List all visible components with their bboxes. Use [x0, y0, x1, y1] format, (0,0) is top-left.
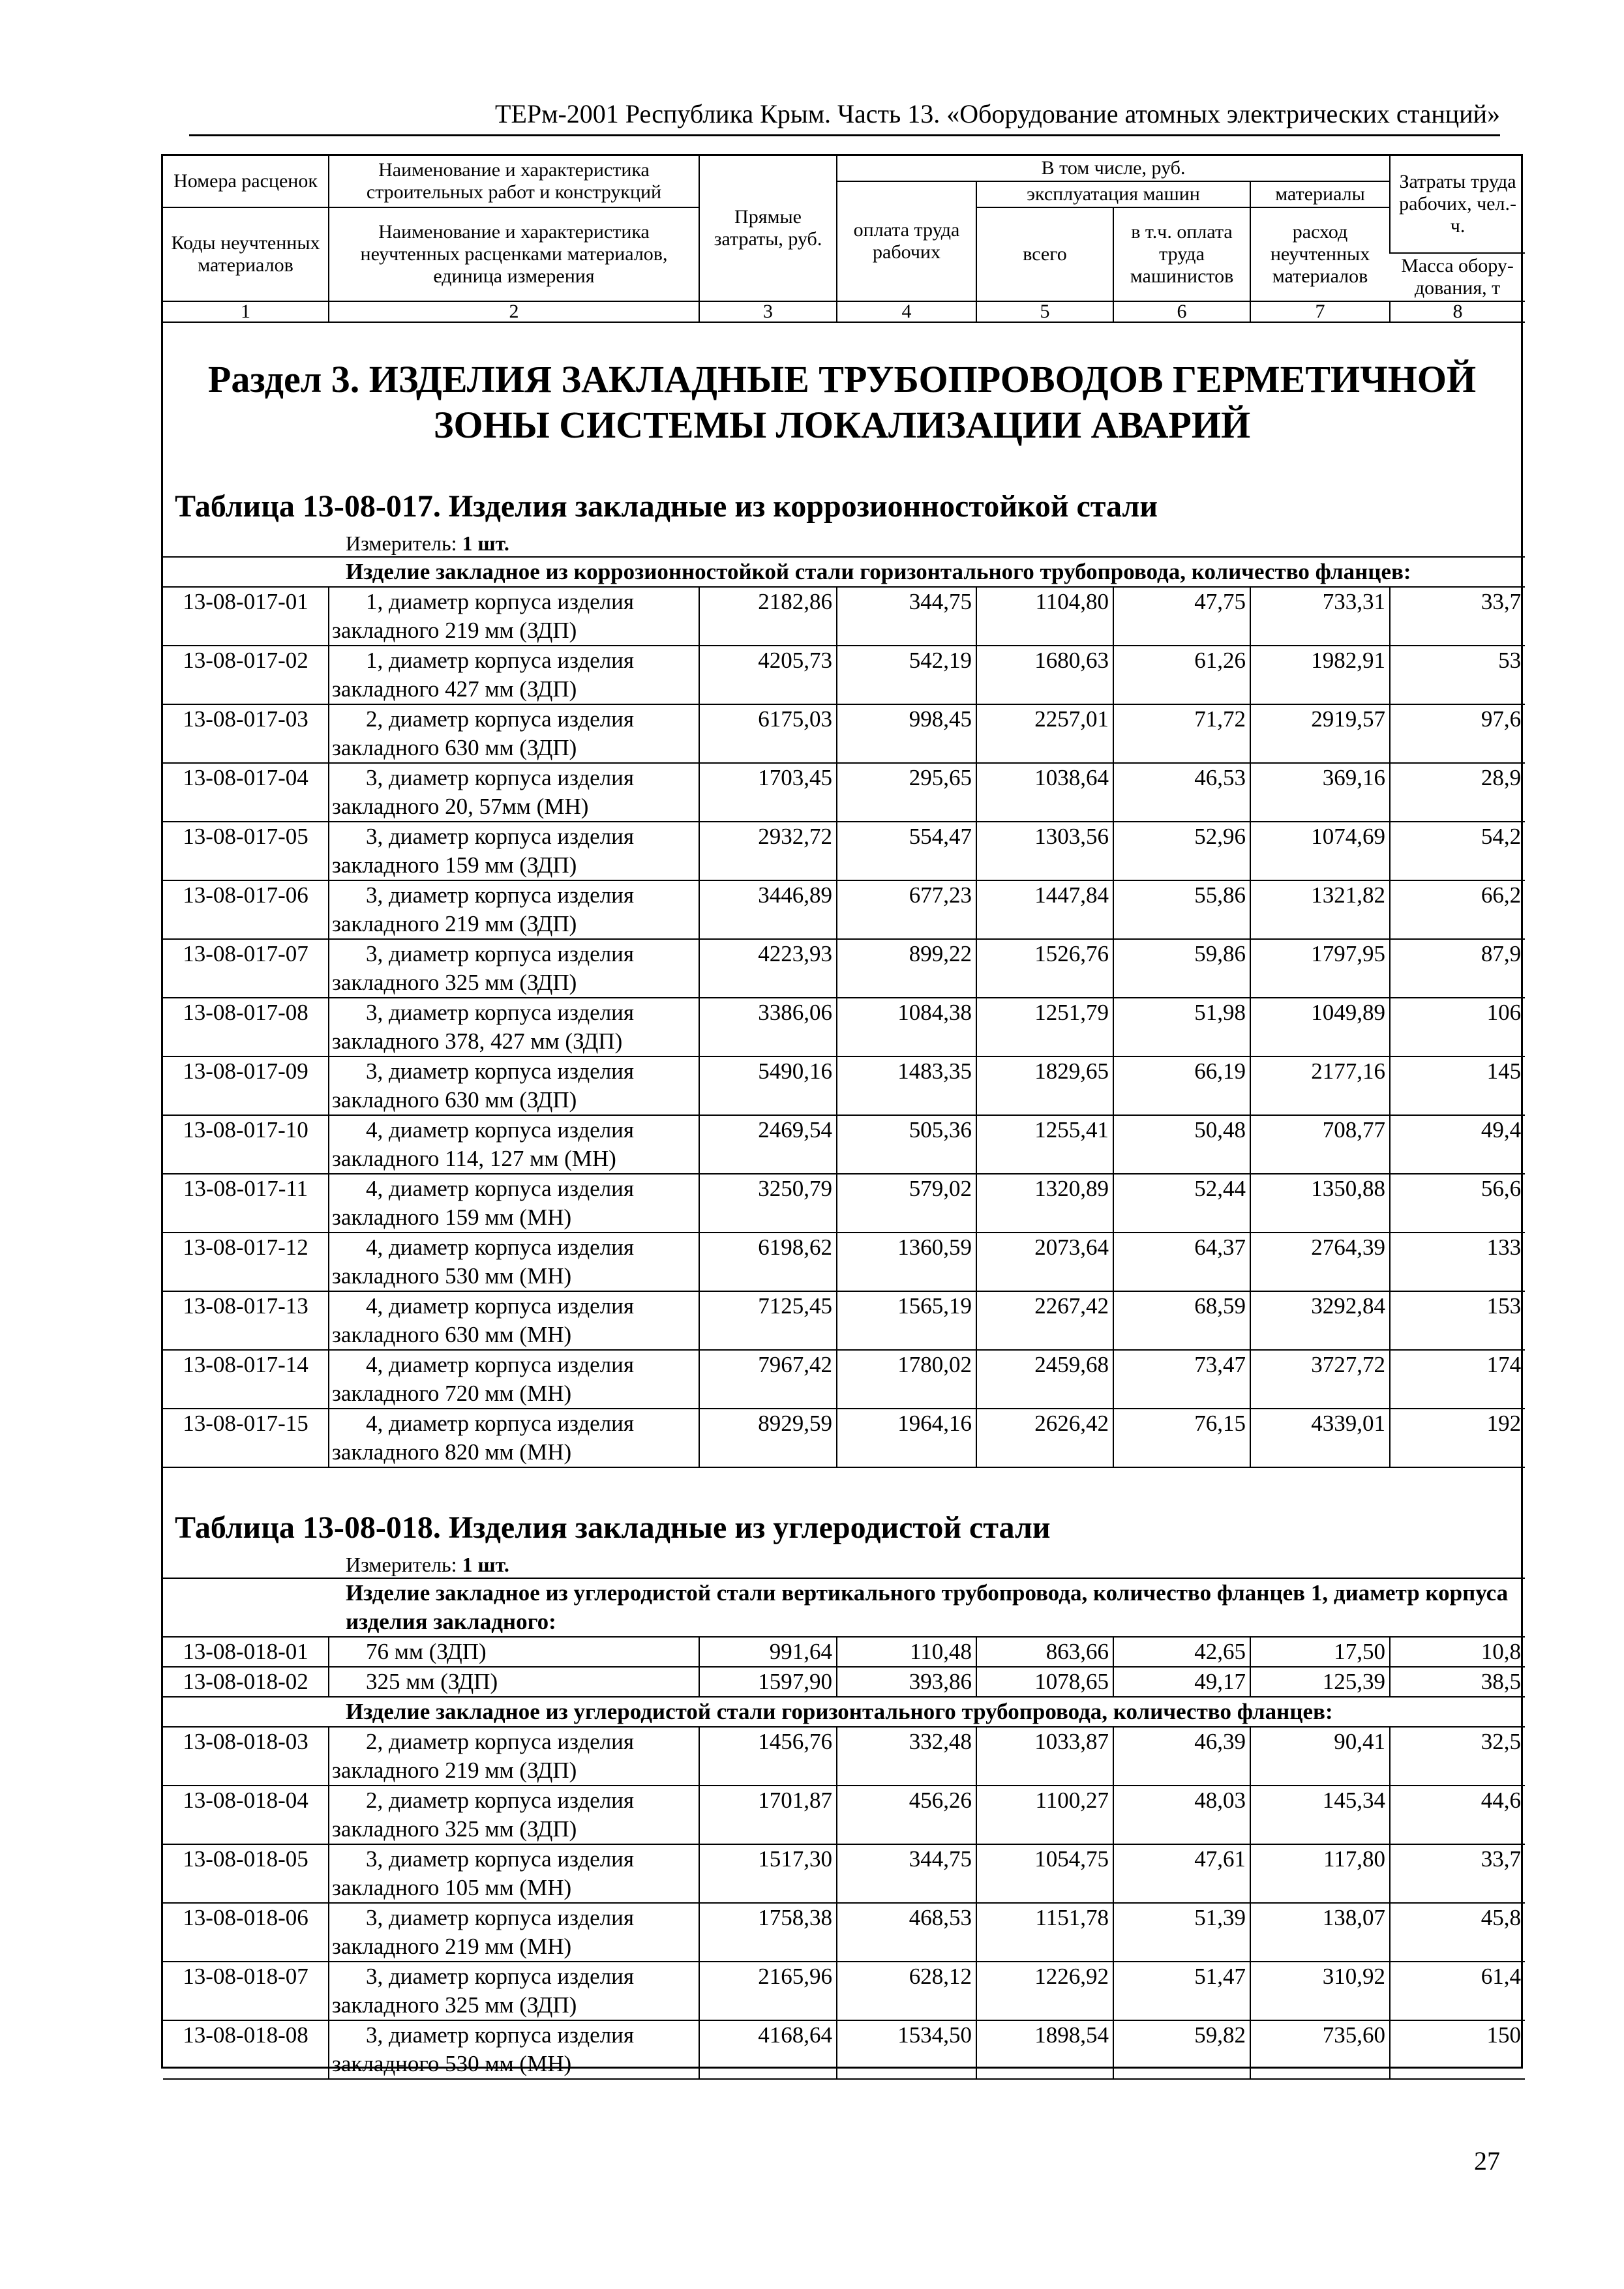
worker-pay-cell: 332,48: [837, 1727, 976, 1786]
description-line-1: 3, диаметр корпуса изделия: [366, 1058, 634, 1084]
column-number-cell: 3: [699, 301, 837, 322]
description-line-1: 3, диаметр корпуса изделия: [366, 941, 634, 966]
unit-line: [346, 530, 1521, 556]
description-line-1: 3, диаметр корпуса изделия: [366, 824, 634, 849]
operator-pay-cell: 68,59: [1113, 1291, 1250, 1350]
table-row: [163, 1115, 1525, 1174]
labor-costs-cell: 10,8: [1390, 1637, 1525, 1667]
operator-pay-cell: 51,39: [1113, 1903, 1250, 1962]
materials-cell: 3727,72: [1250, 1350, 1390, 1409]
rate-code: 13-08-017-06: [163, 880, 329, 939]
description-line-2: закладного 530 мм (МН): [332, 1263, 572, 1289]
labor-costs-cell: 97,6: [1390, 704, 1525, 763]
materials-cell: 369,16: [1250, 763, 1390, 822]
direct-costs-cell: 4223,93: [699, 939, 837, 998]
machines-total-cell: 863,66: [976, 1637, 1113, 1667]
direct-costs-cell: 6175,03: [699, 704, 837, 763]
worker-pay-cell: 554,47: [837, 822, 976, 880]
operator-pay-cell: 47,61: [1113, 1844, 1250, 1903]
operator-pay-cell: 55,86: [1113, 880, 1250, 939]
rate-description: [329, 1637, 699, 1667]
description-line-2: закладного 105 мм (МН): [332, 1875, 572, 1900]
table-row: [163, 998, 1525, 1056]
table-row: [163, 1903, 1525, 1962]
rate-description: [329, 2020, 699, 2079]
table-row: [163, 939, 1525, 998]
table-caption: Таблица 13-08-018. Изделия закладные из углеродистой стали: [175, 1510, 1051, 1545]
rate-code: 13-08-017-02: [163, 646, 329, 704]
operator-pay-cell: 51,47: [1113, 1962, 1250, 2020]
labor-costs-cell: 133: [1390, 1233, 1525, 1291]
table-row: [163, 1056, 1525, 1115]
rate-description: [329, 1056, 699, 1115]
machines-total-cell: 2267,42: [976, 1291, 1113, 1350]
unit-label: Измеритель:: [346, 531, 457, 555]
operator-pay-cell: 47,75: [1113, 587, 1250, 646]
operator-pay-cell: 48,03: [1113, 1786, 1250, 1844]
materials-cell: 3292,84: [1250, 1291, 1390, 1350]
description-line-1: 3, диаметр корпуса изделия: [366, 765, 634, 790]
labor-costs-cell: 150: [1390, 2020, 1525, 2079]
operator-pay-cell: 42,65: [1113, 1637, 1250, 1667]
description-line-2: закладного 820 мм (МН): [332, 1439, 572, 1465]
rate-description: [329, 1903, 699, 1962]
table-row: [163, 1350, 1525, 1409]
description-line-2: закладного 219 мм (МН): [332, 1934, 572, 1959]
column-number-cell: 6: [1113, 301, 1250, 322]
operator-pay-cell: 52,96: [1113, 822, 1250, 880]
worker-pay-cell: 579,02: [837, 1174, 976, 1233]
worker-pay-cell: 1483,35: [837, 1056, 976, 1115]
description-line-1: 76 мм (ЗДП): [366, 1639, 487, 1664]
labor-costs-cell: 106: [1390, 998, 1525, 1056]
rate-description: [329, 1350, 699, 1409]
table-row: [163, 1786, 1525, 1844]
rate-code: 13-08-018-08: [163, 2020, 329, 2079]
table-row: [163, 880, 1525, 939]
table-row: [163, 1409, 1525, 1467]
machines-total-cell: 1447,84: [976, 880, 1113, 939]
machines-total-cell: 1898,54: [976, 2020, 1113, 2079]
description-line-1: 1, диаметр корпуса изделия: [366, 648, 634, 673]
header-machines-total: всего: [976, 207, 1113, 301]
labor-costs-cell: 44,6: [1390, 1786, 1525, 1844]
materials-cell: 138,07: [1250, 1903, 1390, 1962]
group-row: [163, 1697, 1525, 1727]
machines-total-cell: 1680,63: [976, 646, 1113, 704]
unit-label: Измеритель:: [346, 1553, 457, 1576]
labor-costs-cell: 54,2: [1390, 822, 1525, 880]
group-title: Изделие закладное из коррозионностойкой стали горизонтального трубопровода, количество фланцев:: [163, 557, 1525, 587]
rate-description: [329, 1174, 699, 1233]
tables-container: [163, 487, 1521, 2080]
materials-cell: 1074,69: [1250, 822, 1390, 880]
running-header: ТЕРм-2001 Республика Крым. Часть 13. «Оборудование атомных электрических станций»: [495, 99, 1500, 128]
rate-code: 13-08-017-05: [163, 822, 329, 880]
table-row: [163, 822, 1525, 880]
header-materials: материалы: [1250, 181, 1390, 207]
materials-cell: 310,92: [1250, 1962, 1390, 2020]
description-line-1: 3, диаметр корпуса изделия: [366, 1000, 634, 1025]
direct-costs-cell: 4168,64: [699, 2020, 837, 2079]
machines-total-cell: 1104,80: [976, 587, 1113, 646]
rates-table: [163, 556, 1525, 1468]
rate-code: 13-08-018-07: [163, 1962, 329, 2020]
worker-pay-cell: 677,23: [837, 880, 976, 939]
header-machine-operation: эксплуатация машин: [976, 181, 1250, 207]
machines-total-cell: 1100,27: [976, 1786, 1113, 1844]
materials-cell: 117,80: [1250, 1844, 1390, 1903]
materials-cell: 1797,95: [1250, 939, 1390, 998]
table-row: [163, 1291, 1525, 1350]
table-row: [163, 1233, 1525, 1291]
worker-pay-cell: 1780,02: [837, 1350, 976, 1409]
description-line-2: закладного 159 мм (МН): [332, 1204, 572, 1230]
page-number: 27: [1474, 2146, 1500, 2176]
operator-pay-cell: 59,86: [1113, 939, 1250, 998]
direct-costs-cell: 4205,73: [699, 646, 837, 704]
description-line-2: закладного 219 мм (ЗДП): [332, 1758, 577, 1783]
operator-pay-cell: 46,53: [1113, 763, 1250, 822]
description-line-1: 4, диаметр корпуса изделия: [366, 1234, 634, 1260]
table-row: [163, 704, 1525, 763]
description-line-1: 3, диаметр корпуса изделия: [366, 1964, 634, 1989]
header-material-name: Наименование и характеристика неучтенных расценками материалов, единица измерения: [329, 207, 699, 301]
group-row: [163, 1578, 1525, 1637]
rate-description: [329, 1409, 699, 1467]
worker-pay-cell: 505,36: [837, 1115, 976, 1174]
worker-pay-cell: 456,26: [837, 1786, 976, 1844]
rate-description: [329, 1786, 699, 1844]
worker-pay-cell: 899,22: [837, 939, 976, 998]
operator-pay-cell: 76,15: [1113, 1409, 1250, 1467]
rate-code: 13-08-017-09: [163, 1056, 329, 1115]
worker-pay-cell: 110,48: [837, 1637, 976, 1667]
section-title: Раздел 3. ИЗДЕЛИЯ ЗАКЛАДНЫЕ ТРУБОПРОВОДОВ ГЕРМЕТИЧНОЙ ЗОНЫ СИСТЕМЫ ЛОКАЛИЗАЦИИ АВАРИЙ: [207, 358, 1477, 446]
worker-pay-cell: 344,75: [837, 587, 976, 646]
direct-costs-cell: 5490,16: [699, 1056, 837, 1115]
header-material-codes: Коды неучтенных материалов: [163, 207, 329, 301]
direct-costs-cell: 3250,79: [699, 1174, 837, 1233]
description-line-2: закладного 219 мм (ЗДП): [332, 618, 577, 643]
rate-description: [329, 763, 699, 822]
rate-description: [329, 704, 699, 763]
description-line-2: закладного 720 мм (МН): [332, 1381, 572, 1406]
labor-costs-cell: 33,7: [1390, 1844, 1525, 1903]
header-work-name: Наименование и характеристика строительных работ и конструкций: [329, 156, 699, 207]
direct-costs-cell: 1701,87: [699, 1786, 837, 1844]
table-row: [163, 646, 1525, 704]
operator-pay-cell: 61,26: [1113, 646, 1250, 704]
column-header-table: [163, 156, 1525, 323]
description-line-1: 2, диаметр корпуса изделия: [366, 706, 634, 732]
rate-code: 13-08-017-07: [163, 939, 329, 998]
direct-costs-cell: 3446,89: [699, 880, 837, 939]
description-line-1: 3, диаметр корпуса изделия: [366, 2022, 634, 2048]
worker-pay-cell: 295,65: [837, 763, 976, 822]
column-number-cell: 7: [1250, 301, 1390, 322]
direct-costs-cell: 2165,96: [699, 1962, 837, 2020]
table-row: [163, 1667, 1525, 1697]
operator-pay-cell: 46,39: [1113, 1727, 1250, 1786]
unit-value: 1 шт.: [462, 1553, 509, 1576]
description-line-1: 2, диаметр корпуса изделия: [366, 1788, 634, 1813]
materials-cell: 17,50: [1250, 1637, 1390, 1667]
materials-cell: 735,60: [1250, 2020, 1390, 2079]
labor-costs-cell: 153: [1390, 1291, 1525, 1350]
table-row: [163, 1962, 1525, 2020]
machines-total-cell: 1038,64: [976, 763, 1113, 822]
machines-total-cell: 1255,41: [976, 1115, 1113, 1174]
rate-code: 13-08-017-10: [163, 1115, 329, 1174]
header-rate-numbers: Номера расценок: [163, 156, 329, 207]
description-line-2: закладного 159 мм (ЗДП): [332, 852, 577, 878]
rate-description: [329, 998, 699, 1056]
column-number-cell: 2: [329, 301, 699, 322]
header-equipment-mass: Масса обору-дования, т: [1390, 253, 1525, 301]
description-line-2: закладного 325 мм (ЗДП): [332, 970, 577, 995]
worker-pay-cell: 344,75: [837, 1844, 976, 1903]
description-line-2: закладного 427 мм (ЗДП): [332, 676, 577, 702]
description-line-1: 4, диаметр корпуса изделия: [366, 1176, 634, 1201]
header-direct-costs: Прямые затраты, руб.: [699, 156, 837, 301]
worker-pay-cell: 1084,38: [837, 998, 976, 1056]
rate-description: [329, 1727, 699, 1786]
labor-costs-cell: 38,5: [1390, 1667, 1525, 1697]
direct-costs-cell: 1597,90: [699, 1667, 837, 1697]
machines-total-cell: 1151,78: [976, 1903, 1113, 1962]
rate-description: [329, 1291, 699, 1350]
direct-costs-cell: 1456,76: [699, 1727, 837, 1786]
rate-code: 13-08-018-06: [163, 1903, 329, 1962]
rate-code: 13-08-017-12: [163, 1233, 329, 1291]
description-line-2: закладного 530 мм (МН): [332, 2051, 572, 2076]
description-line-2: закладного 325 мм (ЗДП): [332, 1816, 577, 1842]
column-number-cell: 1: [163, 301, 329, 322]
rate-description: [329, 1962, 699, 2020]
description-line-1: 3, диаметр корпуса изделия: [366, 1905, 634, 1930]
unit-line: [346, 1551, 1521, 1578]
table-row: [163, 587, 1525, 646]
description-line-2: закладного 378, 427 мм (ЗДП): [332, 1028, 623, 1054]
rate-code: 13-08-017-08: [163, 998, 329, 1056]
direct-costs-cell: 8929,59: [699, 1409, 837, 1467]
rate-code: 13-08-018-05: [163, 1844, 329, 1903]
materials-cell: 145,34: [1250, 1786, 1390, 1844]
rate-code: 13-08-017-11: [163, 1174, 329, 1233]
worker-pay-cell: 542,19: [837, 646, 976, 704]
direct-costs-cell: 2469,54: [699, 1115, 837, 1174]
worker-pay-cell: 1534,50: [837, 2020, 976, 2079]
labor-costs-cell: 53: [1390, 646, 1525, 704]
description-line-1: 4, диаметр корпуса изделия: [366, 1352, 634, 1377]
description-line-2: закладного 325 мм (ЗДП): [332, 1992, 577, 2018]
operator-pay-cell: 73,47: [1113, 1350, 1250, 1409]
worker-pay-cell: 1565,19: [837, 1291, 976, 1350]
machines-total-cell: 2459,68: [976, 1350, 1113, 1409]
rate-code: 13-08-018-02: [163, 1667, 329, 1697]
machines-total-cell: 1054,75: [976, 1844, 1113, 1903]
description-line-1: 3, диаметр корпуса изделия: [366, 1846, 634, 1872]
description-line-1: 325 мм (ЗДП): [366, 1669, 498, 1694]
unit-value: 1 шт.: [462, 531, 509, 555]
rate-description: [329, 1667, 699, 1697]
rate-code: 13-08-017-13: [163, 1291, 329, 1350]
materials-cell: 2764,39: [1250, 1233, 1390, 1291]
machines-total-cell: 1526,76: [976, 939, 1113, 998]
operator-pay-cell: 59,82: [1113, 2020, 1250, 2079]
rate-code: 13-08-017-14: [163, 1350, 329, 1409]
machines-total-cell: 2626,42: [976, 1409, 1113, 1467]
rate-code: 13-08-018-04: [163, 1786, 329, 1844]
description-line-1: 4, диаметр корпуса изделия: [366, 1411, 634, 1436]
group-row: [163, 557, 1525, 587]
rate-description: [329, 1115, 699, 1174]
header-operator-pay: в т.ч. оплата труда машинистов: [1113, 207, 1250, 301]
rate-description: [329, 1233, 699, 1291]
labor-costs-cell: 32,5: [1390, 1727, 1525, 1786]
header-rule: [189, 134, 1500, 136]
machines-total-cell: 1078,65: [976, 1667, 1113, 1697]
machines-total-cell: 1226,92: [976, 1962, 1113, 2020]
labor-costs-cell: 56,6: [1390, 1174, 1525, 1233]
table-row: [163, 763, 1525, 822]
operator-pay-cell: 51,98: [1113, 998, 1250, 1056]
description-line-1: 3, диаметр корпуса изделия: [366, 882, 634, 908]
labor-costs-cell: 66,2: [1390, 880, 1525, 939]
direct-costs-cell: 6198,62: [699, 1233, 837, 1291]
materials-cell: 2919,57: [1250, 704, 1390, 763]
rate-code: 13-08-017-04: [163, 763, 329, 822]
description-line-2: закладного 114, 127 мм (МН): [332, 1146, 616, 1171]
rate-description: [329, 822, 699, 880]
table-caption: Таблица 13-08-017. Изделия закладные из коррозионностойкой стали: [175, 489, 1158, 524]
rate-code: 13-08-017-15: [163, 1409, 329, 1467]
operator-pay-cell: 49,17: [1113, 1667, 1250, 1697]
machines-total-cell: 1829,65: [976, 1056, 1113, 1115]
labor-costs-cell: 28,9: [1390, 763, 1525, 822]
rate-description: [329, 646, 699, 704]
direct-costs-cell: 3386,06: [699, 998, 837, 1056]
direct-costs-cell: 1758,38: [699, 1903, 837, 1962]
labor-costs-cell: 45,8: [1390, 1903, 1525, 1962]
direct-costs-cell: 991,64: [699, 1637, 837, 1667]
materials-cell: 2177,16: [1250, 1056, 1390, 1115]
materials-cell: 4339,01: [1250, 1409, 1390, 1467]
materials-cell: 1321,82: [1250, 880, 1390, 939]
worker-pay-cell: 393,86: [837, 1667, 976, 1697]
description-line-1: 2, диаметр корпуса изделия: [366, 1729, 634, 1754]
machines-total-cell: 1320,89: [976, 1174, 1113, 1233]
table-row: [163, 1727, 1525, 1786]
direct-costs-cell: 1517,30: [699, 1844, 837, 1903]
materials-cell: 733,31: [1250, 587, 1390, 646]
machines-total-cell: 2257,01: [976, 704, 1113, 763]
materials-cell: 1982,91: [1250, 646, 1390, 704]
column-number-row: [163, 301, 1525, 322]
description-line-1: 4, диаметр корпуса изделия: [366, 1117, 634, 1143]
table-row: [163, 1637, 1525, 1667]
group-title: Изделие закладное из углеродистой стали вертикального трубопровода, количество фланцев 1, диаметр корпуса изделия закладного:: [163, 1578, 1525, 1637]
operator-pay-cell: 71,72: [1113, 704, 1250, 763]
worker-pay-cell: 628,12: [837, 1962, 976, 2020]
machines-total-cell: 2073,64: [976, 1233, 1113, 1291]
column-number-cell: 4: [837, 301, 976, 322]
operator-pay-cell: 66,19: [1113, 1056, 1250, 1115]
worker-pay-cell: 468,53: [837, 1903, 976, 1962]
labor-costs-cell: 33,7: [1390, 587, 1525, 646]
worker-pay-cell: 1360,59: [837, 1233, 976, 1291]
direct-costs-cell: 2932,72: [699, 822, 837, 880]
direct-costs-cell: 7967,42: [699, 1350, 837, 1409]
table-row: [163, 2020, 1525, 2079]
labor-costs-cell: 49,4: [1390, 1115, 1525, 1174]
description-line-2: закладного 630 мм (МН): [332, 1322, 572, 1347]
operator-pay-cell: 52,44: [1113, 1174, 1250, 1233]
materials-cell: 125,39: [1250, 1667, 1390, 1697]
description-line-1: 4, диаметр корпуса изделия: [366, 1293, 634, 1319]
rates-table: [163, 1578, 1525, 2080]
direct-costs-cell: 1703,45: [699, 763, 837, 822]
worker-pay-cell: 998,45: [837, 704, 976, 763]
operator-pay-cell: 64,37: [1113, 1233, 1250, 1291]
description-line-2: закладного 20, 57мм (МН): [332, 794, 589, 819]
labor-costs-cell: 87,9: [1390, 939, 1525, 998]
rate-code: 13-08-017-01: [163, 587, 329, 646]
table-row: [163, 1844, 1525, 1903]
description-line-1: 1, диаметр корпуса изделия: [366, 589, 634, 614]
header-labor-costs: Затраты труда рабочих, чел.-ч.: [1390, 156, 1525, 253]
table-row: [163, 1174, 1525, 1233]
materials-cell: 1350,88: [1250, 1174, 1390, 1233]
rate-description: [329, 1844, 699, 1903]
direct-costs-cell: 2182,86: [699, 587, 837, 646]
description-line-2: закладного 219 мм (ЗДП): [332, 911, 577, 936]
description-line-2: закладного 630 мм (ЗДП): [332, 735, 577, 760]
labor-costs-cell: 61,4: [1390, 1962, 1525, 2020]
machines-total-cell: 1303,56: [976, 822, 1113, 880]
header-unaccounted-materials: расход неучтенных материалов: [1250, 207, 1390, 301]
rate-description: [329, 939, 699, 998]
machines-total-cell: 1251,79: [976, 998, 1113, 1056]
materials-cell: 1049,89: [1250, 998, 1390, 1056]
rate-description: [329, 587, 699, 646]
labor-costs-cell: 145: [1390, 1056, 1525, 1115]
labor-costs-cell: 192: [1390, 1409, 1525, 1467]
description-line-2: закладного 630 мм (ЗДП): [332, 1087, 577, 1113]
rate-description: [329, 880, 699, 939]
worker-pay-cell: 1964,16: [837, 1409, 976, 1467]
header-worker-pay: оплата труда рабочих: [837, 181, 976, 301]
column-number-cell: 8: [1390, 301, 1525, 322]
labor-costs-cell: 174: [1390, 1350, 1525, 1409]
machines-total-cell: 1033,87: [976, 1727, 1113, 1786]
header-in-total: В том числе, руб.: [837, 156, 1390, 181]
operator-pay-cell: 50,48: [1113, 1115, 1250, 1174]
direct-costs-cell: 7125,45: [699, 1291, 837, 1350]
materials-cell: 708,77: [1250, 1115, 1390, 1174]
materials-cell: 90,41: [1250, 1727, 1390, 1786]
column-number-cell: 5: [976, 301, 1113, 322]
rate-code: 13-08-017-03: [163, 704, 329, 763]
rate-code: 13-08-018-03: [163, 1727, 329, 1786]
group-title: Изделие закладное из углеродистой стали горизонтального трубопровода, количество фланцев:: [163, 1697, 1525, 1727]
document-sheet: [161, 154, 1523, 2076]
rate-code: 13-08-018-01: [163, 1637, 329, 1667]
